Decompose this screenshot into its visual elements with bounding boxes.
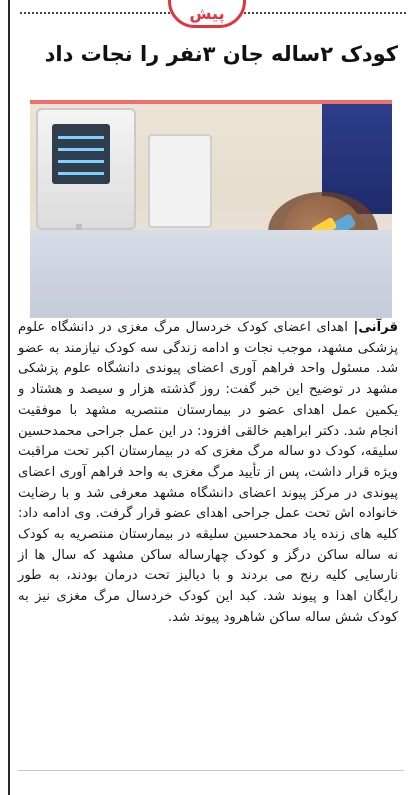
photo-infusion-pump — [148, 134, 212, 228]
article-headline: کودک ۲ساله جان ۳نفر را نجات داد — [44, 42, 398, 66]
bottom-divider — [18, 770, 404, 771]
section-badge-label: پیش — [189, 4, 225, 23]
article-source: قرآنی| — [353, 320, 398, 335]
photo-blanket — [30, 230, 392, 318]
article-body — [18, 318, 398, 629]
article-paragraph — [18, 318, 398, 629]
article-photo — [30, 100, 392, 318]
photo-monitor-screen — [52, 124, 110, 184]
column-border — [8, 0, 10, 795]
photo-monitor — [36, 108, 136, 230]
section-badge — [168, 0, 246, 28]
article-text: اهدای اعضای کودک خردسال مرگ مغزی در دانشگاه علوم پزشکی مشهد، موجب نجات و ادامه زندگی سه کودک نیازمند به عضو شد. مسئول واحد فراهم آوری اعضای پیوندی دانشگاه علوم پزشکی مشهد در توضیح این خبر گفت: روز گذشته هزار و سیصد و هشتاد و یکمین عمل اهدای عضو در بیمارستان منتصریه مشهد با موفقیت انجام شد. دکتر ابراهیم خالقی افزود: در این عمل جراحی محمدحسین سلیقه، کودک دو ساله مرگ مغزی که در بیمارستان اکبر تحت مراقبت ویژه قرار داشت، پس از تأیید مرگ مغزی به واحد فراهم آوری اعضای پیوندی در مرکز پیوند اعضای دانشگاه مشهد معرفی شد و با رضایت خانواده اش تحت عمل جراحی اهدای عضو قرار گرفت. وی ادامه داد: کلیه های زنده یاد محمدحسین سلیقه در بیمارستان منتصریه به کودک نه ساله ساکن درگز و کودک چهارساله ساکن مشهد که سال ها از نارسایی کلیه رنج می بردند و با دیالیز تحت درمان بودند، به طور رایگان اهدا و پیوند شد. کبد این کودک خردسال مرگ مغزی نیز به کودک شش ساله ساکن شاهرود پیوند شد. — [18, 320, 398, 625]
